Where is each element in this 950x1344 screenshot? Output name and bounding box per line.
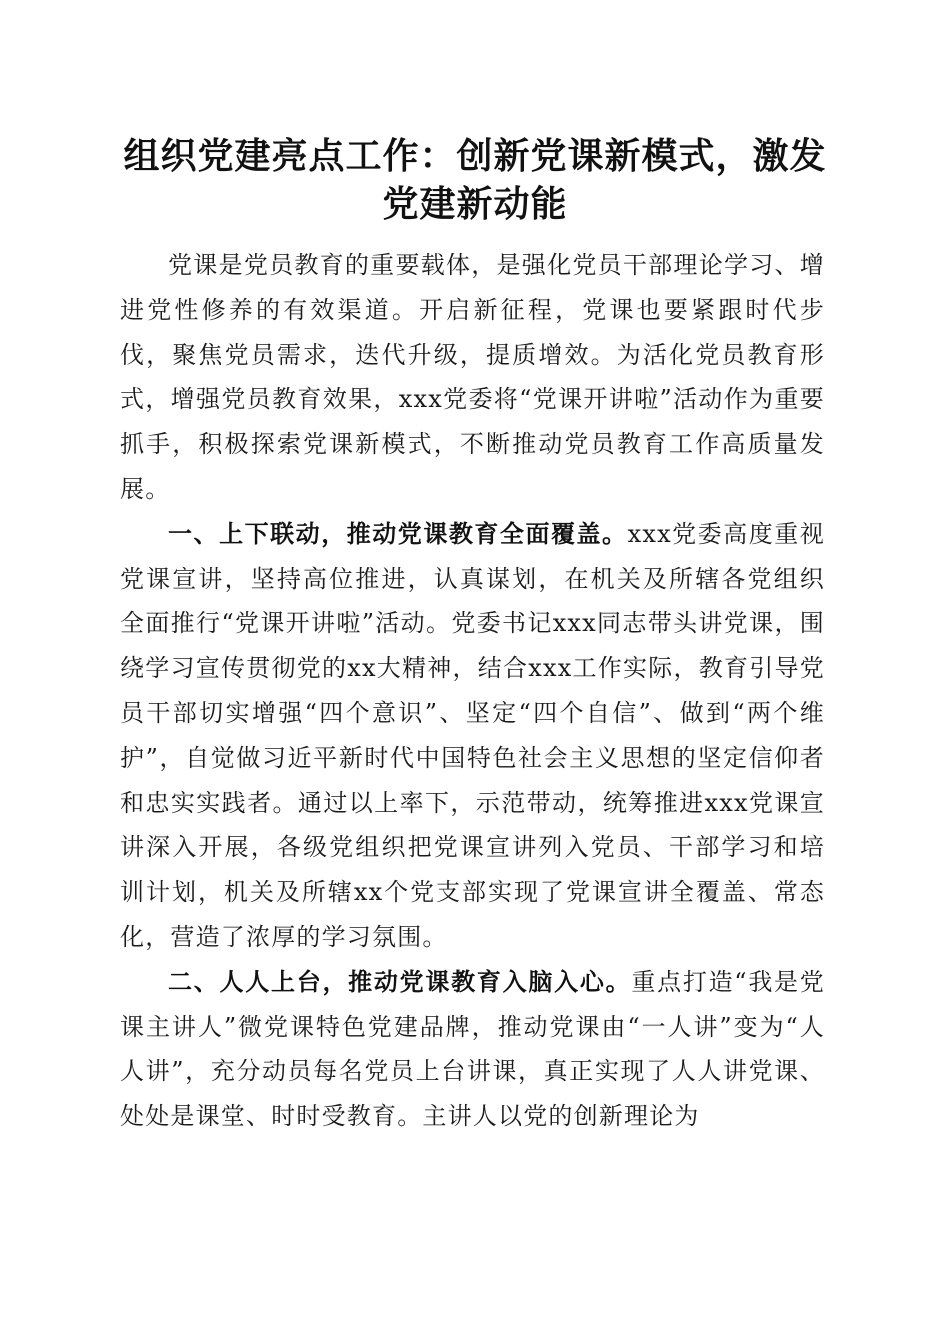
section-2-heading: 二、人人上台，推动党课教育入脑入心。 [168,967,632,996]
paragraph-section-2 [120,960,825,1139]
section-2-text: 重点打造“我是党课主讲人”微党课特色党建品牌，推动党课由“一人讲”变为“人人讲”，充分动员每名党员上台讲课，真正实现了人人讲党课、处处是课堂、时时受教育。主讲人以党的创新理论为 [120,967,825,1131]
paragraph-intro [120,243,825,512]
section-1-text: xxx党委高度重视党课宣讲，坚持高位推进，认真谋划，在机关及所辖各党组织全面推行“党课开讲啦”活动。党委书记xxx同志带头讲党课，围绕学习宣传贯彻党的xx大精神，结合xxx工作实际，教育引导党员干部切实增强“四个意识”、坚定“四个自信”、做到“两个维护”，自觉做习近平新时代中国特色社会主义思想的坚定信仰者和忠实实践者。通过以上率下，示范带动，统筹推进xxx党课宣讲深入开展，各级党组织把党课宣讲列入党员、干部学习和培训计划，机关及所辖xx个党支部实现了党课宣讲全覆盖、常态化，营造了浓厚的学习氛围。 [120,519,825,951]
document-title: 组织党建亮点工作：创新党课新模式，激发党建新动能 [123,135,827,225]
paragraph-intro-text: 党课是党员教育的重要载体，是强化党员干部理论学习、增进党性修养的有效渠道。开启新征程，党课也要紧跟时代步伐，聚焦党员需求，迭代升级，提质增效。为活化党员教育形式，增强党员教育效果，xxx党委将“党课开讲啦”活动作为重要抓手，积极探索党课新模式，不断推动党员教育工作高质量发展。 [120,251,825,503]
paragraph-section-1 [120,512,825,960]
section-1-heading: 一、上下联动，推动党课教育全面覆盖。 [168,519,628,548]
document-body [120,243,825,1139]
